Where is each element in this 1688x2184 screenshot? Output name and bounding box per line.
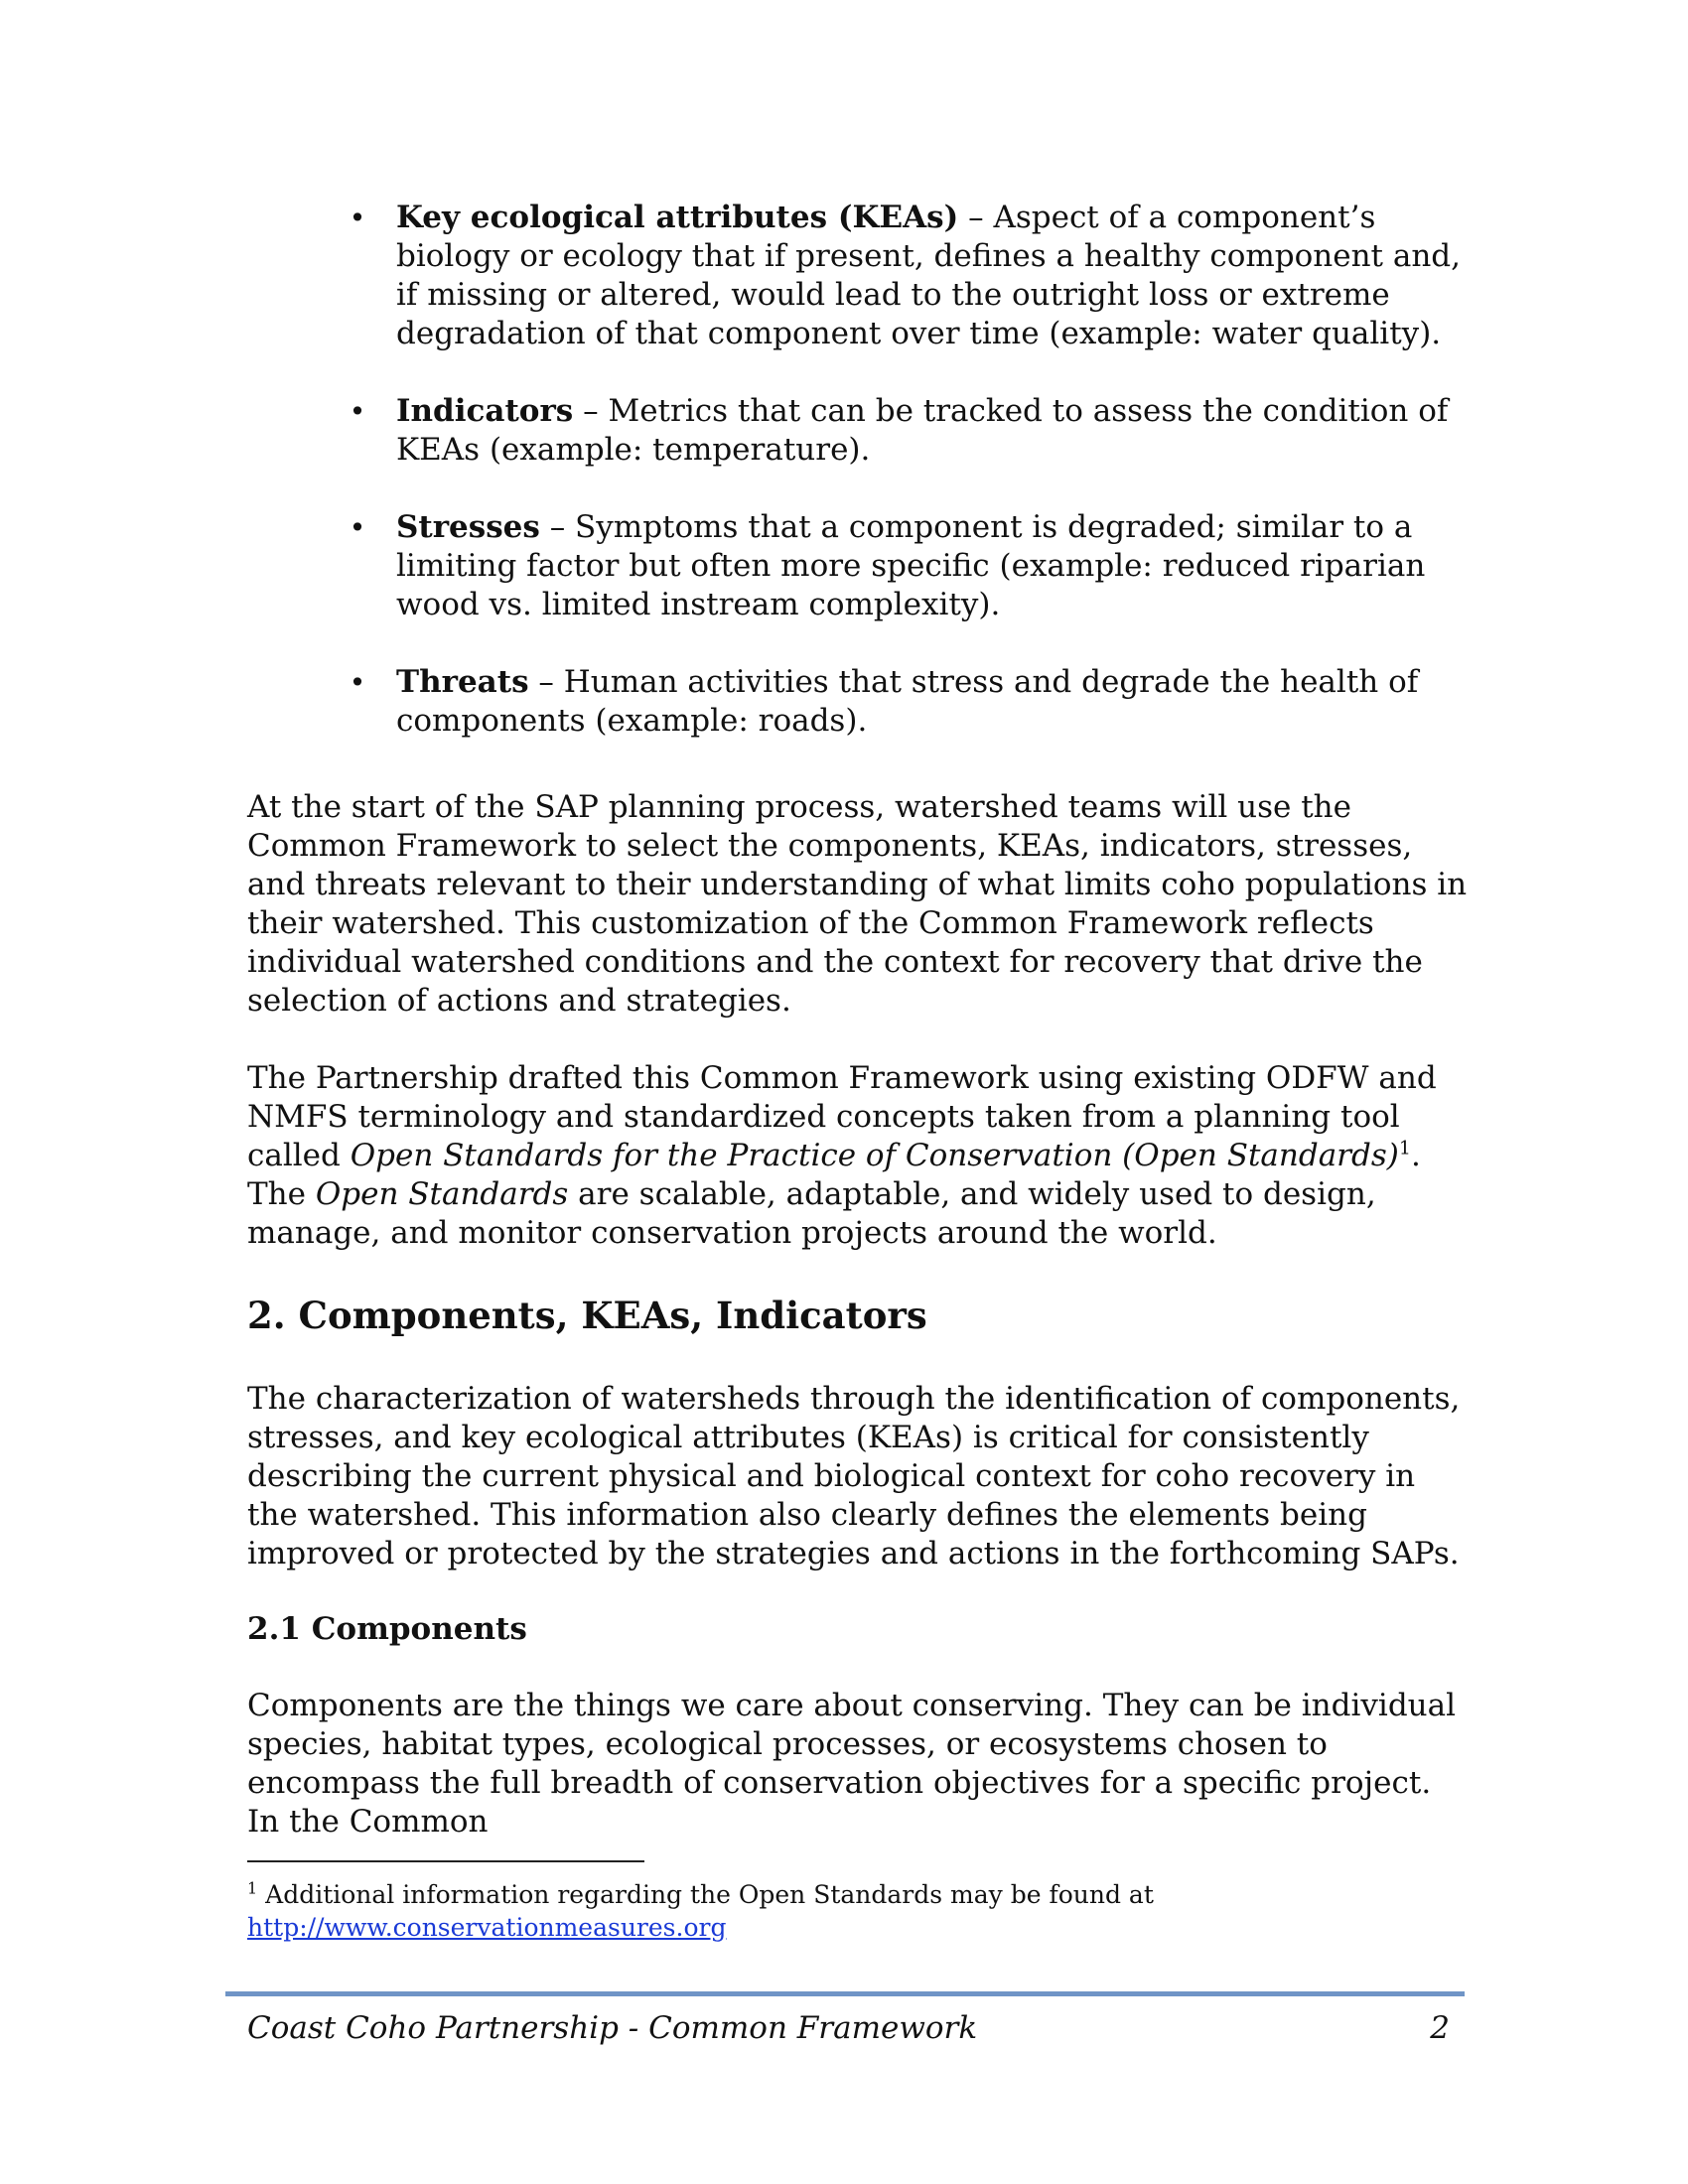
bullet-icon: • (349, 511, 366, 544)
italic-title: Open Standards for the Practice of Conservation (Open Standards) (350, 1138, 1399, 1173)
section-heading: 2. Components, KEAs, Indicators (247, 1294, 927, 1337)
term: Stresses (396, 509, 540, 545)
definition: – Human activities that stress and degrade the health of components (example: roads). (396, 664, 1419, 739)
page-number: 2 (1430, 2010, 1450, 2046)
list-item (247, 392, 1469, 470)
footer-divider (225, 1991, 1465, 1996)
paragraph-sap-process: At the start of the SAP planning process, watershed teams will use the Common Framework to select the components, KEAs, indicators, stresses, and threats relevant to their understanding of what limits coho populations in their watershed. This customization of the Common Framework reflects individual watershed conditions and the context for recovery that drive the selection of actions and strategies. (247, 789, 1468, 1019)
text-run: are scalable, adaptable, and widely used to design, manage, and monitor conservation projects around the world. (247, 1176, 1376, 1251)
bullet-icon: • (349, 202, 366, 234)
definition-list (247, 199, 1469, 779)
definition: – Symptoms that a component is degraded; similar to a limiting factor but often more specific (example: reduced riparian wood vs. limited instream complexity). (396, 509, 1426, 622)
list-item (247, 199, 1469, 353)
bullet-icon: • (349, 666, 366, 699)
list-item (247, 663, 1469, 741)
text-run: The Partnership drafted this Common Framework using existing ODFW and NMFS terminology and standardized concepts taken from a planning tool called (247, 1060, 1437, 1173)
bullet-icon: • (349, 395, 366, 428)
list-item (247, 508, 1469, 624)
paragraph-open-standards (247, 1059, 1469, 1253)
italic-title: Open Standards (315, 1176, 569, 1212)
term: Threats (396, 664, 529, 700)
footnote-ref[interactable]: 1 (1398, 1137, 1411, 1160)
term: Indicators (396, 393, 574, 429)
footnote-divider (247, 1860, 644, 1862)
footnote (247, 1878, 1469, 1944)
subsection-heading: 2.1 Components (247, 1611, 527, 1647)
definition: – Aspect of a component’s biology or ecology that if present, defines a healthy component and, if missing or altered, would lead to the outright loss or extreme degradation of that component over time (example: water quality). (396, 200, 1461, 351)
footnote-text: Additional information regarding the Open Standards may be found at (257, 1880, 1154, 1909)
footnote-link[interactable]: http://www.conservationmeasures.org (247, 1913, 727, 1942)
paragraph-characterization: The characterization of watersheds through the identification of components, stresses, and key ecological attributes (KEAs) is critical for consistently describing the current physical and biological context for coho recovery in the watershed. This information also clearly defines the elements being improved or protected by the strategies and actions in the forthcoming SAPs. (247, 1381, 1461, 1571)
footer-title: Coast Coho Partnership - Common Framework (247, 2010, 978, 2046)
footnote-mark: 1 (247, 1878, 258, 1898)
paragraph-components: Components are the things we care about conserving. They can be individual species, habitat types, ecological processes, or ecosystems chosen to encompass the full breadth of conservation objectives for a specific project. In the Common (247, 1688, 1457, 1840)
text-run: . The (247, 1138, 1421, 1212)
definition: – Metrics that can be tracked to assess the condition of KEAs (example: temperature). (396, 393, 1449, 468)
term: Key ecological attributes (KEAs) (396, 200, 959, 235)
